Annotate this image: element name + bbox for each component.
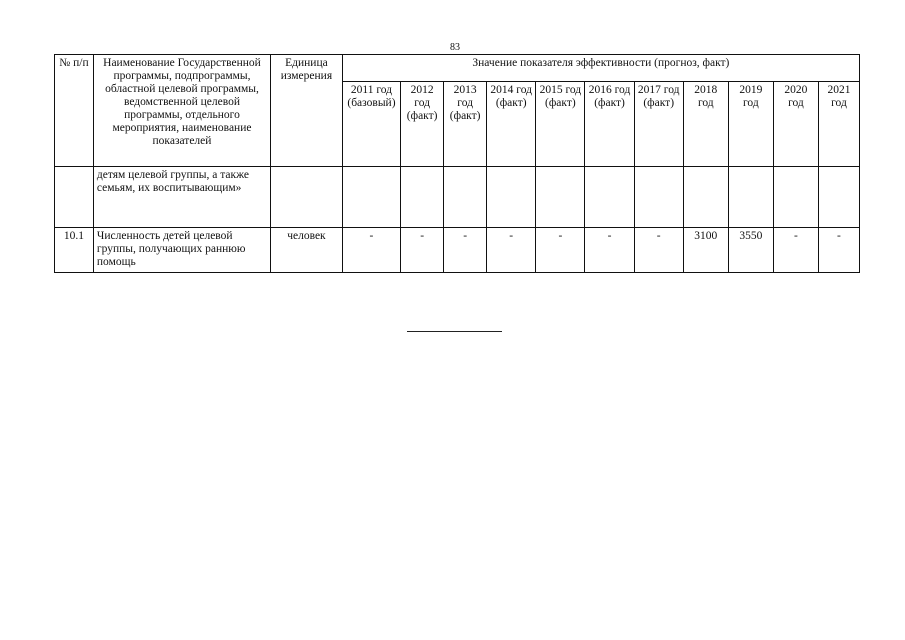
header-number: № п/п [55, 55, 94, 167]
header-year-2011: 2011 год (базовый) [342, 82, 400, 167]
value-cell: - [773, 228, 818, 273]
value-cell [585, 167, 634, 228]
value-cell [683, 167, 728, 228]
value-cell [342, 167, 400, 228]
header-year-2017: 2017 год (факт) [634, 82, 683, 167]
value-cell [444, 167, 487, 228]
value-cell [634, 167, 683, 228]
value-cell: 3100 [683, 228, 728, 273]
value-cell: - [487, 228, 536, 273]
header-values-group: Значение показателя эффективности (прогноз, факт) [342, 55, 859, 82]
header-year-2018: 2018 год [683, 82, 728, 167]
value-cell [728, 167, 773, 228]
header-year-2015: 2015 год (факт) [536, 82, 585, 167]
value-cell: 3550 [728, 228, 773, 273]
page-number: 83 [450, 42, 460, 53]
header-row-top [55, 55, 860, 82]
header-year-2013: 2013 год (факт) [444, 82, 487, 167]
value-cell: - [401, 228, 444, 273]
value-cell: - [818, 228, 859, 273]
row-name: детям целевой группы, а также семьям, их воспитывающим» [93, 167, 270, 228]
header-year-2019: 2019 год [728, 82, 773, 167]
value-cell [401, 167, 444, 228]
end-of-table-rule [407, 331, 502, 332]
value-cell: - [585, 228, 634, 273]
value-cell: - [536, 228, 585, 273]
row-unit: человек [271, 228, 343, 273]
value-cell [536, 167, 585, 228]
value-cell: - [444, 228, 487, 273]
row-name: Численность детей целевой группы, получающих раннюю помощь [93, 228, 270, 273]
efficiency-indicators-table [54, 54, 860, 273]
value-cell: - [342, 228, 400, 273]
table-row [55, 228, 860, 273]
header-year-2012: 2012 год (факт) [401, 82, 444, 167]
header-year-2021: 2021 год [818, 82, 859, 167]
row-number [55, 167, 94, 228]
header-year-2014: 2014 год (факт) [487, 82, 536, 167]
table-row [55, 167, 860, 228]
value-cell [487, 167, 536, 228]
header-unit: Единица измерения [271, 55, 343, 167]
header-year-2016: 2016 год (факт) [585, 82, 634, 167]
header-year-2020: 2020 год [773, 82, 818, 167]
value-cell [818, 167, 859, 228]
row-number: 10.1 [55, 228, 94, 273]
row-unit [271, 167, 343, 228]
header-name: Наименование Государственной программы, подпрограммы, областной целевой программы, ведомственной целевой программы, отдельного мероприятия, наименование показателей [93, 55, 270, 167]
value-cell [773, 167, 818, 228]
value-cell: - [634, 228, 683, 273]
